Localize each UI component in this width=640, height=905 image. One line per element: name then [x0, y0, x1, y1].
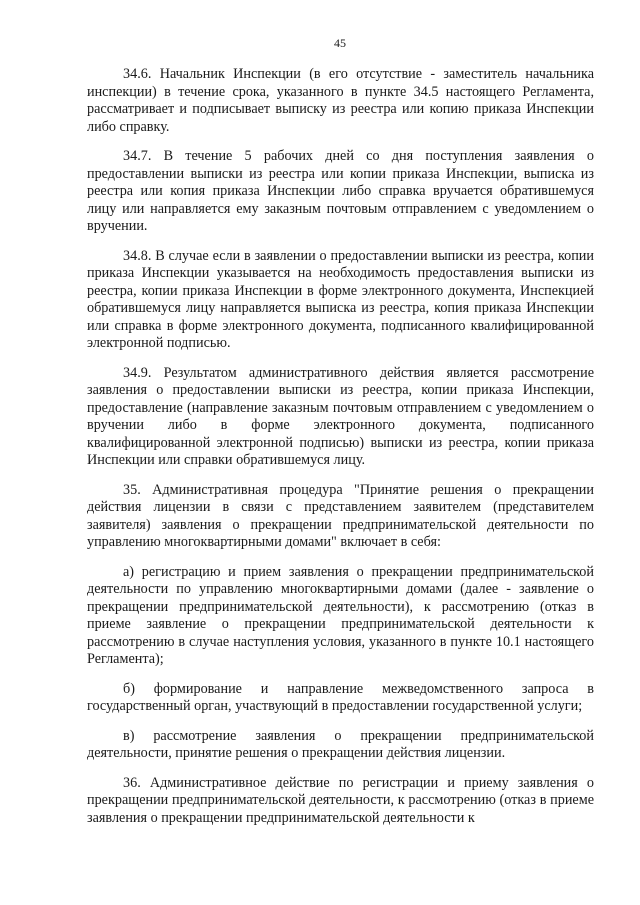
paragraph-34-8: 34.8. В случае если в заявлении о предоставлении выписки из реестра, копии приказа Инспекции указывается на необходимость предоставления выписки из реестра, копии приказа Инспекции в форме электронного документа, Инспекцией обратившемуся лицу направляется выписка из реестра, копия приказа Инспекции или справка в форме электронного документа, подписанного квалифицированной электронной подписью. — [87, 247, 594, 351]
page-number: 45 — [334, 36, 346, 50]
paragraph-34-7: 34.7. В течение 5 рабочих дней со дня поступления заявления о предоставлении выписки из реестра или копии приказа Инспекции, выписка из реестра или копия приказа Инспекции либо справка вручается обратившемуся лицу или направляется ему заказным почтовым отправлением с уведомлением о вручении. — [87, 148, 594, 234]
paragraph-34-6: 34.6. Начальник Инспекции (в его отсутствие - заместитель начальника инспекции) в течение срока, указанного в пункте 34.5 настоящего Регламента, рассматривает и подписывает выписку из реестра или копию приказа Инспекции либо справку. — [87, 66, 594, 135]
paragraph-36: 36. Административное действие по регистрации и приему заявления о прекращении предпринимательской деятельности, к рассмотрению (отказ в приеме заявления о прекращении предпринимательской деятельности к — [87, 774, 594, 826]
paragraph-35-a: а) регистрацию и прием заявления о прекращении предпринимательской деятельности по управлению многоквартирными домами (далее - заявление о прекращении предпринимательской деятельности), к рассмотрению (отказ в приеме заявление о прекращении предпринимательской деятельности к рассмотрению в случае наступления условия, указанного в пункте 10.1 настоящего Регламента); — [87, 563, 594, 667]
document-body — [87, 66, 594, 839]
paragraph-35: 35. Административная процедура "Принятие решения о прекращении действия лицензии в связи с представлением заявителем (представителем заявителя) заявления о прекращении предпринимательской деятельности по управлению многоквартирными домами" включает в себя: — [87, 481, 594, 550]
paragraph-35-v: в) рассмотрение заявления о прекращении предпринимательской деятельности, принятие решения о прекращении действия лицензии. — [87, 727, 594, 761]
paragraph-34-9: 34.9. Результатом административного действия является рассмотрение заявления о предоставлении выписки из реестра, копии приказа Инспекции, предоставление (направление заказным почтовым отправлением с уведомлением о вручении либо в форме электронного документа, подписанного квалифицированной электронной подписью) выписки из реестра, копии приказа Инспекции или справки обратившемуся лицу. — [87, 364, 594, 468]
paragraph-35-b: б) формирование и направление межведомственного запроса в государственный орган, участвующий в предоставлении государственной услуги; — [87, 680, 594, 714]
